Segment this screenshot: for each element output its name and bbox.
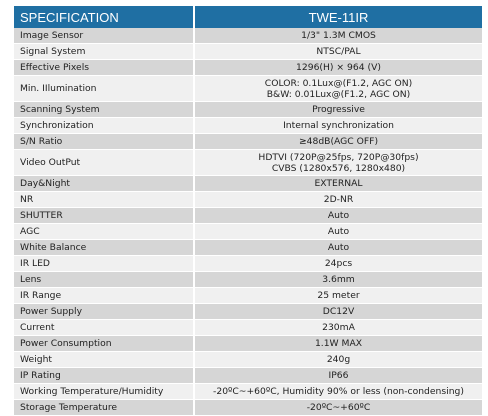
spec-label: IP Rating [14,368,194,384]
spec-label: Working Temperature/Humidity [14,384,194,400]
spec-value [194,192,482,208]
spec-label: Weight [14,352,194,368]
spec-value [194,256,482,272]
spec-label: Power Consumption [14,336,194,352]
spec-value-line: CVBS (1280x576, 1280x480) [271,162,406,174]
specification-table [14,6,482,416]
spec-label: Storage Temperature [14,400,194,416]
table-row [14,240,482,256]
spec-label: SHUTTER [14,208,194,224]
spec-value-line: HDTVI (720P@25fps, 720P@30fps) [258,151,419,163]
spec-label: Day&Night [14,176,194,192]
spec-value-line: 2D-NR [323,194,354,205]
table-row [14,272,482,288]
table-row [14,134,482,150]
spec-value [194,288,482,304]
table-row [14,336,482,352]
table-header-row [14,6,482,28]
spec-label: Effective Pixels [14,60,194,76]
spec-value-line: 1.1W MAX [314,338,363,349]
spec-value [194,208,482,224]
spec-value-line: Auto [327,242,350,253]
spec-value [194,272,482,288]
spec-value-line: 240g [326,354,351,365]
table-row [14,150,482,176]
spec-value [194,150,482,176]
spec-value [194,44,482,60]
spec-label: Signal System [14,44,194,60]
spec-value [194,102,482,118]
spec-value-line: 1/3" 1.3M CMOS [301,30,376,41]
table-row [14,288,482,304]
spec-value-line: 1296(H) × 964 (V) [296,62,381,73]
spec-value-line: 25 meter [317,290,360,301]
spec-value-line: ≥48dB(AGC OFF) [298,136,379,147]
spec-value-line: Auto [327,226,350,237]
spec-table-container [14,6,482,416]
spec-value-line: 3.6mm [322,274,355,285]
spec-label: White Balance [14,240,194,256]
spec-label: Min. IIlumination [14,76,194,102]
spec-value-line: DC12V [322,306,355,317]
spec-value-line: B&W: 0.01Lux@(F1.2, AGC ON) [266,88,411,100]
spec-value [194,224,482,240]
table-row [14,352,482,368]
spec-label: AGC [14,224,194,240]
header-model-name: TWE-11IR [194,6,482,28]
table-row [14,28,482,44]
spec-value [194,368,482,384]
spec-value-line: NTSC/PAL [316,46,361,57]
spec-label: IR Range [14,288,194,304]
spec-value [194,304,482,320]
spec-value-line: -20ºC~+60ºC, Humidity 90% or less (non-condensing) [213,386,464,397]
spec-label: Synchronization [14,118,194,134]
spec-value [194,384,482,400]
spec-value [194,320,482,336]
table-row [14,76,482,102]
table-row [14,118,482,134]
spec-value [194,60,482,76]
spec-value [194,76,482,102]
spec-value-line: 24pcs [324,258,353,269]
spec-value-line: Auto [327,210,350,221]
table-row [14,224,482,240]
spec-label: Lens [14,272,194,288]
spec-value [194,28,482,44]
table-body [14,28,482,416]
table-row [14,384,482,400]
spec-value-line: EXTERNAL [314,178,363,189]
spec-value-line: 230mA [322,322,355,333]
spec-value-line: Internal synchronization [283,120,394,131]
spec-label: Image Sensor [14,28,194,44]
spec-value [194,240,482,256]
table-row [14,320,482,336]
spec-value-line: IP66 [328,370,349,381]
spec-value [194,352,482,368]
spec-value-line: COLOR: 0.1Lux@(F1.2, AGC ON) [264,77,413,89]
spec-value [194,336,482,352]
spec-label: Power Supply [14,304,194,320]
spec-value [194,134,482,150]
spec-label: IR LED [14,256,194,272]
table-row [14,60,482,76]
spec-label: Scanning System [14,102,194,118]
spec-label: NR [14,192,194,208]
header-spec-label: SPECIFICATION [14,6,194,28]
table-row [14,304,482,320]
spec-label: S/N Ratio [14,134,194,150]
table-row [14,176,482,192]
spec-label: Video OutPut [14,150,194,176]
spec-value [194,118,482,134]
table-row [14,368,482,384]
table-row [14,192,482,208]
table-row [14,44,482,60]
table-row [14,102,482,118]
spec-label: Current [14,320,194,336]
table-row [14,208,482,224]
table-row [14,256,482,272]
spec-value-line: Progressive [312,104,365,115]
spec-value-line: -20ºC~+60ºC [306,402,371,413]
spec-value [194,176,482,192]
